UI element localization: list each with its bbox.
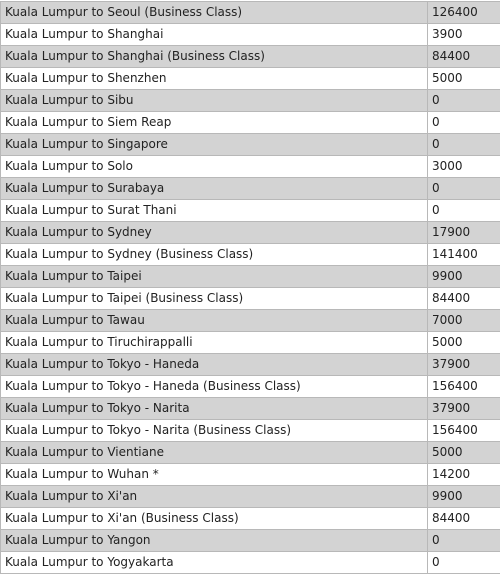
points-cell: 37900 [428, 398, 500, 420]
points-cell: 9900 [428, 266, 500, 288]
table-row [1, 398, 500, 420]
points-cell: 9900 [428, 486, 500, 508]
table-row [1, 178, 500, 200]
points-cell: 5000 [428, 332, 500, 354]
table-body [1, 2, 500, 574]
points-cell: 156400 [428, 376, 500, 398]
table-row [1, 420, 500, 442]
points-cell: 0 [428, 178, 500, 200]
route-cell: Kuala Lumpur to Tokyo - Narita (Business Class) [1, 420, 428, 442]
route-cell: Kuala Lumpur to Vientiane [1, 442, 428, 464]
route-cell: Kuala Lumpur to Yogyakarta [1, 552, 428, 574]
table-row [1, 354, 500, 376]
route-cell: Kuala Lumpur to Solo [1, 156, 428, 178]
table-row [1, 2, 500, 24]
route-cell: Kuala Lumpur to Shanghai (Business Class) [1, 46, 428, 68]
table-row [1, 68, 500, 90]
points-cell: 156400 [428, 420, 500, 442]
route-cell: Kuala Lumpur to Wuhan * [1, 464, 428, 486]
points-cell: 5000 [428, 442, 500, 464]
table-row [1, 244, 500, 266]
table-row [1, 508, 500, 530]
route-cell: Kuala Lumpur to Tokyo - Haneda [1, 354, 428, 376]
points-cell: 14200 [428, 464, 500, 486]
points-cell: 126400 [428, 2, 500, 24]
table-row [1, 486, 500, 508]
route-cell: Kuala Lumpur to Sydney [1, 222, 428, 244]
table-row [1, 156, 500, 178]
points-cell: 0 [428, 200, 500, 222]
route-cell: Kuala Lumpur to Tawau [1, 310, 428, 332]
points-cell: 3000 [428, 156, 500, 178]
points-cell: 5000 [428, 68, 500, 90]
route-cell: Kuala Lumpur to Xi'an [1, 486, 428, 508]
points-cell: 141400 [428, 244, 500, 266]
table-row [1, 112, 500, 134]
table-row [1, 530, 500, 552]
table-row [1, 266, 500, 288]
table-row [1, 24, 500, 46]
points-cell: 3900 [428, 24, 500, 46]
table-row [1, 46, 500, 68]
table-row [1, 442, 500, 464]
route-cell: Kuala Lumpur to Shenzhen [1, 68, 428, 90]
route-points-table [0, 1, 500, 574]
points-cell: 37900 [428, 354, 500, 376]
table-row [1, 200, 500, 222]
route-cell: Kuala Lumpur to Taipei (Business Class) [1, 288, 428, 310]
table-row [1, 134, 500, 156]
route-cell: Kuala Lumpur to Taipei [1, 266, 428, 288]
table-row [1, 90, 500, 112]
route-cell: Kuala Lumpur to Sibu [1, 90, 428, 112]
route-cell: Kuala Lumpur to Surat Thani [1, 200, 428, 222]
points-cell: 0 [428, 112, 500, 134]
route-cell: Kuala Lumpur to Xi'an (Business Class) [1, 508, 428, 530]
table-row [1, 464, 500, 486]
points-cell: 84400 [428, 288, 500, 310]
points-cell: 84400 [428, 508, 500, 530]
route-cell: Kuala Lumpur to Tokyo - Narita [1, 398, 428, 420]
points-cell: 7000 [428, 310, 500, 332]
route-cell: Kuala Lumpur to Shanghai [1, 24, 428, 46]
route-cell: Kuala Lumpur to Singapore [1, 134, 428, 156]
route-cell: Kuala Lumpur to Seoul (Business Class) [1, 2, 428, 24]
table-row [1, 332, 500, 354]
points-cell: 84400 [428, 46, 500, 68]
table-row [1, 310, 500, 332]
route-cell: Kuala Lumpur to Tokyo - Haneda (Business Class) [1, 376, 428, 398]
table-row [1, 222, 500, 244]
table-row [1, 552, 500, 574]
table-row [1, 376, 500, 398]
route-cell: Kuala Lumpur to Sydney (Business Class) [1, 244, 428, 266]
route-cell: Kuala Lumpur to Surabaya [1, 178, 428, 200]
points-cell: 0 [428, 134, 500, 156]
route-cell: Kuala Lumpur to Yangon [1, 530, 428, 552]
points-cell: 0 [428, 530, 500, 552]
points-cell: 0 [428, 90, 500, 112]
points-cell: 0 [428, 552, 500, 574]
route-cell: Kuala Lumpur to Tiruchirappalli [1, 332, 428, 354]
points-cell: 17900 [428, 222, 500, 244]
route-cell: Kuala Lumpur to Siem Reap [1, 112, 428, 134]
table-row [1, 288, 500, 310]
